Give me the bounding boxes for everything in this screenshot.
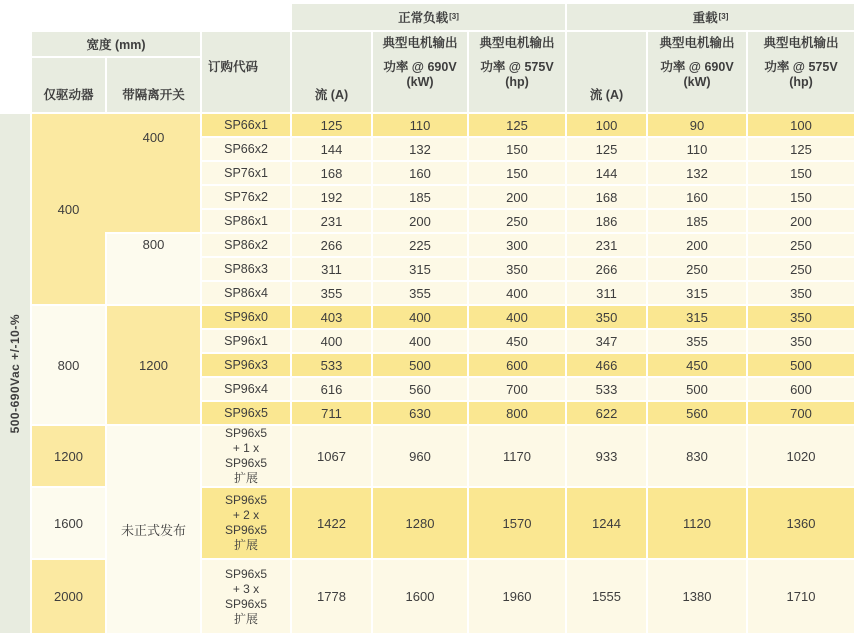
- voltage-range-strip: [0, 114, 30, 633]
- motor-output-label: 典型电机输出: [479, 36, 555, 50]
- normal-value-cell: 125: [292, 114, 371, 136]
- order-code-cell: SP86x1: [202, 210, 290, 232]
- normal-value-cell: 266: [292, 234, 371, 256]
- heavy-kw-header: [648, 32, 746, 112]
- heavy-value-cell: 110: [648, 138, 746, 160]
- with-switch-header: 带隔离开关: [107, 58, 200, 112]
- with-switch-width-cell: 未正式发布: [107, 426, 200, 633]
- normal-value-cell: 400: [373, 330, 467, 352]
- normal-value-cell: 800: [469, 402, 565, 424]
- normal-value-cell: 132: [373, 138, 467, 160]
- heavy-value-cell: 100: [748, 114, 854, 136]
- normal-value-cell: 1778: [292, 560, 371, 633]
- motor-output-label: 典型电机输出: [659, 36, 735, 50]
- order-code-cell: SP86x4: [202, 282, 290, 304]
- normal-value-cell: 560: [373, 378, 467, 400]
- normal-value-cell: 1422: [292, 488, 371, 558]
- normal-value-cell: 1280: [373, 488, 467, 558]
- order-code-cell: SP96x5: [202, 402, 290, 424]
- normal-value-cell: 200: [469, 186, 565, 208]
- heavy-value-cell: 533: [567, 378, 646, 400]
- heavy-value-cell: 1710: [748, 560, 854, 633]
- width-header: 宽度 (mm): [32, 32, 200, 56]
- heavy-value-cell: 315: [648, 306, 746, 328]
- normal-value-cell: 403: [292, 306, 371, 328]
- heavy-value-cell: 315: [648, 282, 746, 304]
- heavy-value-cell: 200: [648, 234, 746, 256]
- drive-only-width-cell: 1200: [32, 426, 105, 486]
- normal-value-cell: 225: [373, 234, 467, 256]
- normal-value-cell: 400: [469, 282, 565, 304]
- normal-value-cell: 400: [469, 306, 565, 328]
- order-code-header: 订购代码: [202, 32, 290, 112]
- normal-value-cell: 160: [373, 162, 467, 184]
- heavy-value-cell: 250: [748, 234, 854, 256]
- heavy-value-cell: 1380: [648, 560, 746, 633]
- heavy-value-cell: 450: [648, 354, 746, 376]
- normal-value-cell: 315: [373, 258, 467, 280]
- order-code-cell: SP96x4: [202, 378, 290, 400]
- hp-unit-label: (hp): [789, 75, 813, 89]
- heavy-value-cell: 1120: [648, 488, 746, 558]
- order-code-cell: SP86x2: [202, 234, 290, 256]
- order-code-cell: SP96x3: [202, 354, 290, 376]
- heavy-value-cell: 125: [567, 138, 646, 160]
- normal-value-cell: 1067: [292, 426, 371, 486]
- normal-value-cell: 300: [469, 234, 565, 256]
- heavy-value-cell: 350: [748, 282, 854, 304]
- normal-value-cell: 1600: [373, 560, 467, 633]
- normal-value-cell: 355: [292, 282, 371, 304]
- heavy-value-cell: 200: [748, 210, 854, 232]
- heavy-load-band: 重载 [3]: [567, 4, 854, 30]
- normal-value-cell: 144: [292, 138, 371, 160]
- heavy-value-cell: 600: [748, 378, 854, 400]
- heavy-value-cell: 250: [748, 258, 854, 280]
- drive-only-width-cell: 800: [32, 306, 105, 424]
- normal-value-cell: 125: [469, 114, 565, 136]
- heavy-value-cell: 622: [567, 402, 646, 424]
- normal-value-cell: 185: [373, 186, 467, 208]
- order-code-cell: SP66x2: [202, 138, 290, 160]
- normal-value-cell: 311: [292, 258, 371, 280]
- heavy-value-cell: 700: [748, 402, 854, 424]
- heavy-load-label: 重载: [692, 11, 718, 25]
- order-code-cell: SP96x5 + 1 x SP96x5 扩展: [202, 426, 290, 486]
- heavy-value-cell: 355: [648, 330, 746, 352]
- heavy-value-cell: 160: [648, 186, 746, 208]
- normal-load-band: 正常负载 [3]: [292, 4, 565, 30]
- heavy-value-cell: 100: [567, 114, 646, 136]
- heavy-value-cell: 150: [748, 162, 854, 184]
- normal-value-cell: 533: [292, 354, 371, 376]
- heavy-value-cell: 125: [748, 138, 854, 160]
- heavy-value-cell: 144: [567, 162, 646, 184]
- normal-value-cell: 1570: [469, 488, 565, 558]
- normal-value-cell: 250: [469, 210, 565, 232]
- heavy-value-cell: 500: [748, 354, 854, 376]
- normal-value-cell: 600: [469, 354, 565, 376]
- normal-value-cell: 168: [292, 162, 371, 184]
- heavy-value-cell: 186: [567, 210, 646, 232]
- heavy-value-cell: 250: [648, 258, 746, 280]
- heavy-value-cell: 350: [748, 330, 854, 352]
- normal-value-cell: 1170: [469, 426, 565, 486]
- normal-value-cell: 700: [469, 378, 565, 400]
- heavy-value-cell: 933: [567, 426, 646, 486]
- heavy-value-cell: 132: [648, 162, 746, 184]
- heavy-value-cell: 350: [748, 306, 854, 328]
- with-switch-width-cell: 1200: [107, 306, 200, 424]
- kw-unit-label: (kW): [683, 75, 711, 89]
- drive-only-width-cell: 1600: [32, 488, 105, 558]
- heavy-value-cell: 1360: [748, 488, 854, 558]
- normal-value-cell: 150: [469, 162, 565, 184]
- drive-only-header: 仅驱动器: [32, 58, 105, 112]
- heavy-value-cell: 1555: [567, 560, 646, 633]
- order-code-cell: SP96x1: [202, 330, 290, 352]
- heavy-value-cell: 560: [648, 402, 746, 424]
- kw-unit-label: (kW): [406, 75, 434, 89]
- heavy-value-cell: 150: [748, 186, 854, 208]
- drive-only-width-cell: 2000: [32, 560, 105, 633]
- normal-load-label: 正常负载: [398, 11, 449, 25]
- hp-unit-label: (hp): [505, 75, 529, 89]
- order-code-cell: SP96x5 + 2 x SP96x5 扩展: [202, 488, 290, 558]
- normal-value-cell: 231: [292, 210, 371, 232]
- heavy-value-cell: 185: [648, 210, 746, 232]
- heavy-hp-header: [748, 32, 854, 112]
- normal-kw-header: [373, 32, 467, 112]
- normal-value-cell: 450: [469, 330, 565, 352]
- normal-current-header: 流 (A): [292, 32, 371, 112]
- order-code-cell: SP66x1: [202, 114, 290, 136]
- normal-value-cell: 200: [373, 210, 467, 232]
- heavy-value-cell: 1020: [748, 426, 854, 486]
- power-575-label: 功率 @ 575V: [480, 60, 554, 74]
- drive-only-width-cell: 400: [32, 114, 105, 304]
- normal-hp-header: [469, 32, 565, 112]
- power-575-label: 功率 @ 575V: [764, 60, 838, 74]
- voltage-range-label: 500-690Vac +/-10-%: [8, 313, 22, 434]
- motor-output-label: 典型电机输出: [382, 36, 458, 50]
- heavy-value-cell: 311: [567, 282, 646, 304]
- normal-value-cell: 350: [469, 258, 565, 280]
- heavy-value-cell: 231: [567, 234, 646, 256]
- with-switch-width-cell: 400: [107, 114, 200, 232]
- normal-value-cell: 960: [373, 426, 467, 486]
- normal-value-cell: 500: [373, 354, 467, 376]
- normal-value-cell: 150: [469, 138, 565, 160]
- heavy-value-cell: 1244: [567, 488, 646, 558]
- normal-value-cell: 400: [373, 306, 467, 328]
- heavy-value-cell: 350: [567, 306, 646, 328]
- with-switch-width-cell: 800: [107, 234, 200, 304]
- power-690-label: 功率 @ 690V: [660, 60, 734, 74]
- normal-value-cell: 355: [373, 282, 467, 304]
- normal-value-cell: 630: [373, 402, 467, 424]
- order-code-cell: SP76x2: [202, 186, 290, 208]
- heavy-value-cell: 500: [648, 378, 746, 400]
- order-code-cell: SP76x1: [202, 162, 290, 184]
- heavy-value-cell: 347: [567, 330, 646, 352]
- order-code-cell: SP86x3: [202, 258, 290, 280]
- order-code-cell: SP96x0: [202, 306, 290, 328]
- motor-output-label: 典型电机输出: [763, 36, 839, 50]
- heavy-current-header: 流 (A): [567, 32, 646, 112]
- normal-value-cell: 1960: [469, 560, 565, 633]
- normal-value-cell: 711: [292, 402, 371, 424]
- order-code-cell: SP96x5 + 3 x SP96x5 扩展: [202, 560, 290, 633]
- normal-value-cell: 616: [292, 378, 371, 400]
- heavy-value-cell: 830: [648, 426, 746, 486]
- heavy-value-cell: 466: [567, 354, 646, 376]
- heavy-value-cell: 90: [648, 114, 746, 136]
- normal-value-cell: 400: [292, 330, 371, 352]
- normal-value-cell: 110: [373, 114, 467, 136]
- power-690-label: 功率 @ 690V: [383, 60, 457, 74]
- heavy-value-cell: 266: [567, 258, 646, 280]
- heavy-value-cell: 168: [567, 186, 646, 208]
- normal-value-cell: 192: [292, 186, 371, 208]
